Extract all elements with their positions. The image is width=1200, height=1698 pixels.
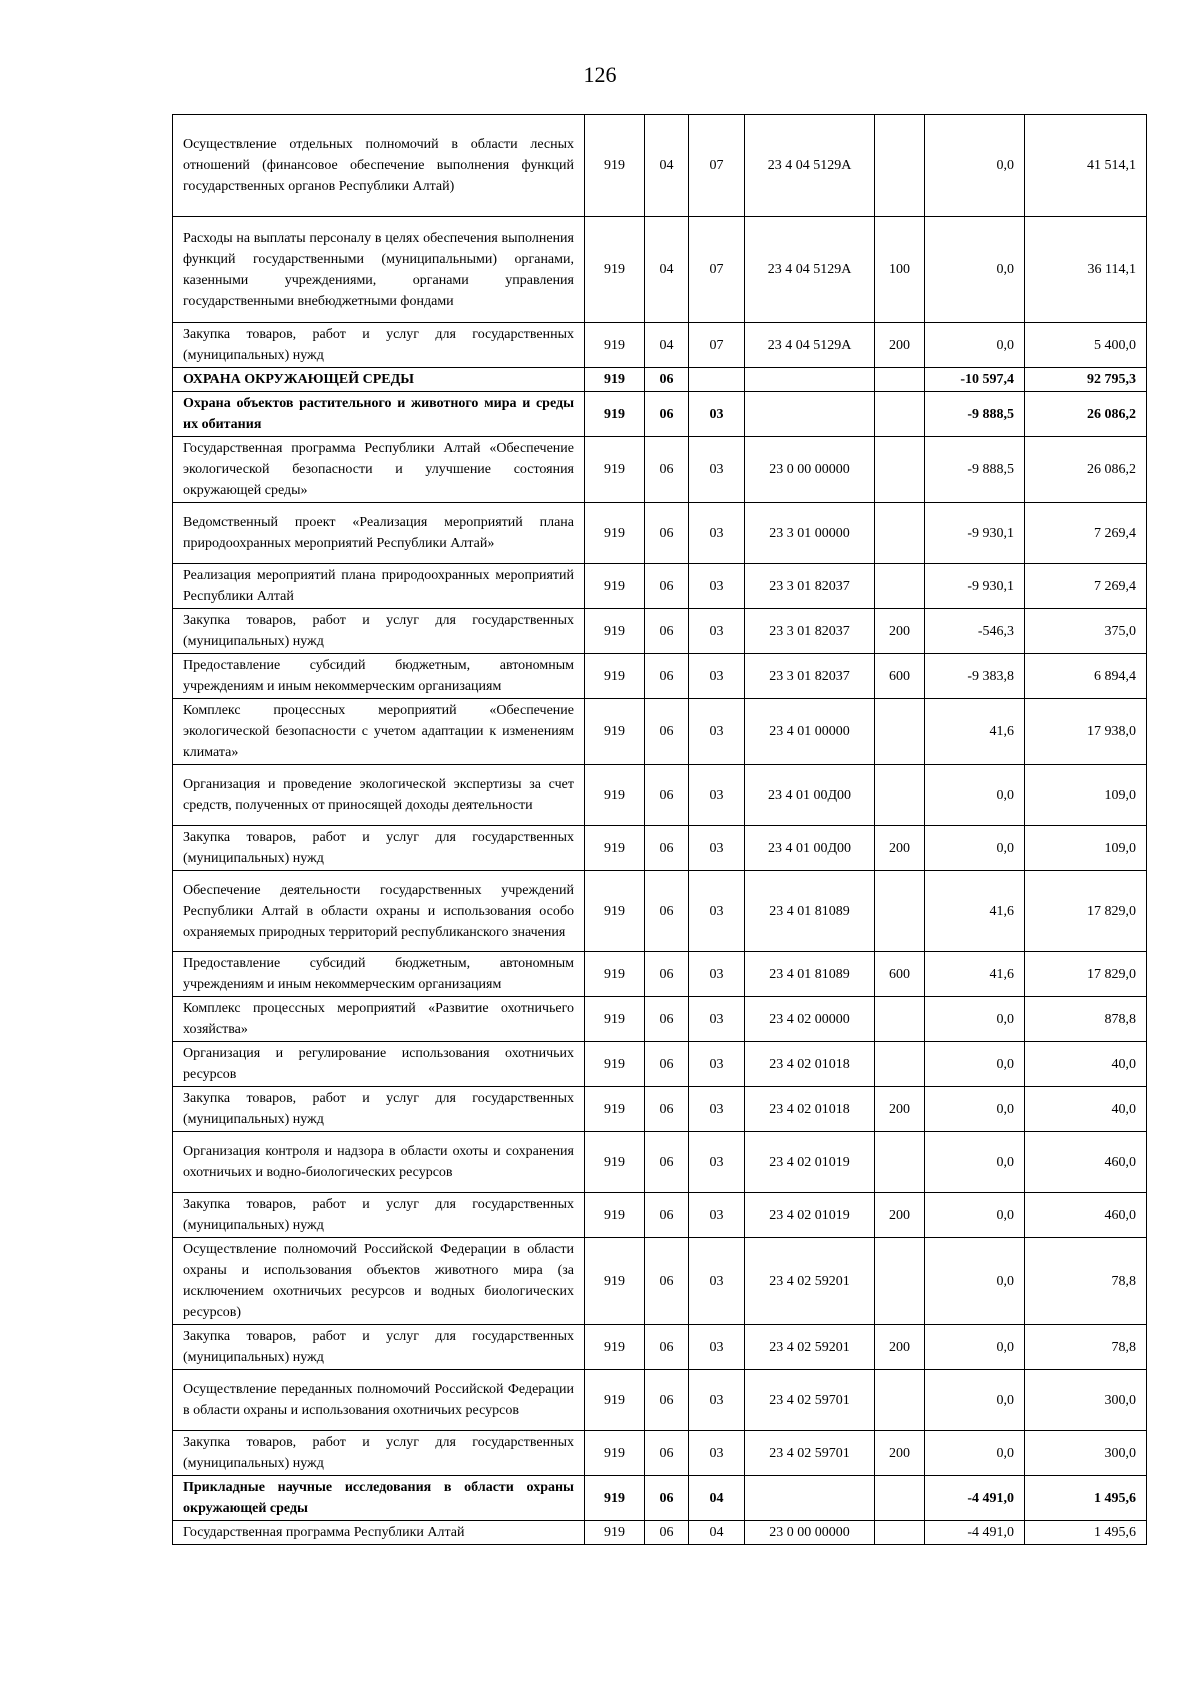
row-name-cell: ОХРАНА ОКРУЖАЮЩЕЙ СРЕДЫ: [173, 368, 585, 392]
row-target-article-cell: 23 4 02 01019: [745, 1193, 875, 1238]
row-section-cell: 06: [645, 1521, 689, 1545]
row-section-cell: 06: [645, 437, 689, 503]
row-target-article-cell: 23 3 01 82037: [745, 564, 875, 609]
row-change-amount-cell: -9 888,5: [925, 437, 1025, 503]
row-expense-type-cell: [875, 1521, 925, 1545]
row-subsection-cell: 04: [689, 1521, 745, 1545]
row-expense-type-cell: [875, 1042, 925, 1087]
row-expense-type-cell: [875, 503, 925, 564]
table-row: [173, 609, 1147, 654]
row-expense-type-cell: [875, 1238, 925, 1325]
row-name-cell: Обеспечение деятельности государственных учреждений Республики Алтай в области охраны и использования особо охраняемых природных территорий республиканского значения: [173, 871, 585, 952]
row-section-cell: 06: [645, 654, 689, 699]
row-expense-type-cell: 200: [875, 1087, 925, 1132]
row-change-amount-cell: 0,0: [925, 1042, 1025, 1087]
row-name-cell: Государственная программа Республики Алтай: [173, 1521, 585, 1545]
row-name-cell: Предоставление субсидий бюджетным, автономным учреждениям и иным некоммерческим организациям: [173, 952, 585, 997]
row-name-cell: Прикладные научные исследования в области охраны окружающей среды: [173, 1476, 585, 1521]
row-change-amount-cell: 0,0: [925, 1132, 1025, 1193]
row-change-amount-cell: 41,6: [925, 699, 1025, 765]
row-section-cell: 06: [645, 699, 689, 765]
table-row: [173, 1431, 1147, 1476]
row-target-article-cell: 23 4 02 00000: [745, 997, 875, 1042]
row-section-cell: 06: [645, 1238, 689, 1325]
row-grbs-cell: 919: [585, 1132, 645, 1193]
row-expense-type-cell: 200: [875, 1431, 925, 1476]
row-subsection-cell: [689, 368, 745, 392]
row-total-amount-cell: 26 086,2: [1025, 392, 1147, 437]
table-row: [173, 437, 1147, 503]
row-expense-type-cell: 100: [875, 217, 925, 323]
row-section-cell: 06: [645, 952, 689, 997]
row-subsection-cell: 03: [689, 997, 745, 1042]
table-row: [173, 1370, 1147, 1431]
row-subsection-cell: 04: [689, 1476, 745, 1521]
row-name-cell: Закупка товаров, работ и услуг для государственных (муниципальных) нужд: [173, 1325, 585, 1370]
row-total-amount-cell: 7 269,4: [1025, 503, 1147, 564]
row-total-amount-cell: 40,0: [1025, 1042, 1147, 1087]
row-subsection-cell: 03: [689, 826, 745, 871]
table-row: [173, 1325, 1147, 1370]
row-grbs-cell: 919: [585, 1325, 645, 1370]
row-total-amount-cell: 17 938,0: [1025, 699, 1147, 765]
row-total-amount-cell: 109,0: [1025, 765, 1147, 826]
row-total-amount-cell: 17 829,0: [1025, 871, 1147, 952]
row-grbs-cell: 919: [585, 1087, 645, 1132]
row-section-cell: 06: [645, 503, 689, 564]
row-subsection-cell: 03: [689, 437, 745, 503]
row-subsection-cell: 03: [689, 1238, 745, 1325]
table-row: [173, 997, 1147, 1042]
row-change-amount-cell: -9 930,1: [925, 564, 1025, 609]
row-total-amount-cell: 6 894,4: [1025, 654, 1147, 699]
row-name-cell: Организация и проведение экологической экспертизы за счет средств, полученных от приносящей доходы деятельности: [173, 765, 585, 826]
row-total-amount-cell: 878,8: [1025, 997, 1147, 1042]
table-row: [173, 115, 1147, 217]
row-section-cell: 06: [645, 392, 689, 437]
row-grbs-cell: 919: [585, 1042, 645, 1087]
row-total-amount-cell: 17 829,0: [1025, 952, 1147, 997]
row-name-cell: Комплекс процессных мероприятий «Развитие охотничьего хозяйства»: [173, 997, 585, 1042]
row-grbs-cell: 919: [585, 699, 645, 765]
row-change-amount-cell: -9 383,8: [925, 654, 1025, 699]
row-subsection-cell: 07: [689, 217, 745, 323]
row-grbs-cell: 919: [585, 115, 645, 217]
row-grbs-cell: 919: [585, 654, 645, 699]
row-name-cell: Осуществление отдельных полномочий в области лесных отношений (финансовое обеспечение выполнения функций государственных органов Республики Алтай): [173, 115, 585, 217]
row-section-cell: 06: [645, 1132, 689, 1193]
row-section-cell: 06: [645, 564, 689, 609]
row-total-amount-cell: 78,8: [1025, 1238, 1147, 1325]
row-total-amount-cell: 36 114,1: [1025, 217, 1147, 323]
row-subsection-cell: 03: [689, 654, 745, 699]
row-change-amount-cell: 0,0: [925, 1087, 1025, 1132]
row-section-cell: 04: [645, 323, 689, 368]
table-row: [173, 699, 1147, 765]
row-grbs-cell: 919: [585, 871, 645, 952]
table-body: [173, 115, 1147, 1545]
row-grbs-cell: 919: [585, 1193, 645, 1238]
row-name-cell: Охрана объектов растительного и животного мира и среды их обитания: [173, 392, 585, 437]
table-row: [173, 323, 1147, 368]
row-total-amount-cell: 40,0: [1025, 1087, 1147, 1132]
row-subsection-cell: 03: [689, 1132, 745, 1193]
table-row: [173, 1238, 1147, 1325]
row-total-amount-cell: 109,0: [1025, 826, 1147, 871]
row-change-amount-cell: 0,0: [925, 217, 1025, 323]
row-grbs-cell: 919: [585, 1238, 645, 1325]
row-expense-type-cell: [875, 1476, 925, 1521]
row-target-article-cell: 23 4 04 5129А: [745, 217, 875, 323]
row-grbs-cell: 919: [585, 323, 645, 368]
row-expense-type-cell: 600: [875, 952, 925, 997]
row-section-cell: 06: [645, 997, 689, 1042]
row-subsection-cell: 03: [689, 952, 745, 997]
row-change-amount-cell: 0,0: [925, 1238, 1025, 1325]
table-row: [173, 217, 1147, 323]
row-change-amount-cell: -4 491,0: [925, 1476, 1025, 1521]
row-expense-type-cell: 200: [875, 609, 925, 654]
row-change-amount-cell: -9 930,1: [925, 503, 1025, 564]
row-grbs-cell: 919: [585, 997, 645, 1042]
row-grbs-cell: 919: [585, 609, 645, 654]
row-subsection-cell: 03: [689, 503, 745, 564]
row-total-amount-cell: 300,0: [1025, 1370, 1147, 1431]
row-grbs-cell: 919: [585, 1431, 645, 1476]
row-section-cell: 06: [645, 1193, 689, 1238]
row-subsection-cell: 03: [689, 1370, 745, 1431]
budget-table: [172, 114, 1147, 1545]
row-expense-type-cell: [875, 765, 925, 826]
row-total-amount-cell: 41 514,1: [1025, 115, 1147, 217]
row-expense-type-cell: 200: [875, 323, 925, 368]
row-target-article-cell: 23 4 01 00Д00: [745, 765, 875, 826]
row-target-article-cell: 23 4 02 01018: [745, 1087, 875, 1132]
row-target-article-cell: [745, 1476, 875, 1521]
row-name-cell: Реализация мероприятий плана природоохранных мероприятий Республики Алтай: [173, 564, 585, 609]
row-grbs-cell: 919: [585, 437, 645, 503]
row-change-amount-cell: 0,0: [925, 1193, 1025, 1238]
row-change-amount-cell: 0,0: [925, 1370, 1025, 1431]
row-change-amount-cell: 0,0: [925, 323, 1025, 368]
row-name-cell: Осуществление переданных полномочий Российской Федерации в области охраны и использования охотничьих ресурсов: [173, 1370, 585, 1431]
table-row: [173, 1042, 1147, 1087]
row-target-article-cell: 23 4 01 81089: [745, 871, 875, 952]
row-target-article-cell: 23 4 02 59201: [745, 1238, 875, 1325]
row-change-amount-cell: 0,0: [925, 765, 1025, 826]
row-target-article-cell: 23 4 04 5129А: [745, 323, 875, 368]
row-grbs-cell: 919: [585, 217, 645, 323]
row-name-cell: Ведомственный проект «Реализация мероприятий плана природоохранных мероприятий Республики Алтай»: [173, 503, 585, 564]
row-target-article-cell: 23 4 01 81089: [745, 952, 875, 997]
row-expense-type-cell: [875, 564, 925, 609]
table-row: [173, 1132, 1147, 1193]
row-total-amount-cell: 26 086,2: [1025, 437, 1147, 503]
row-target-article-cell: 23 0 00 00000: [745, 437, 875, 503]
row-section-cell: 06: [645, 1476, 689, 1521]
row-target-article-cell: 23 3 01 82037: [745, 609, 875, 654]
row-name-cell: Комплекс процессных мероприятий «Обеспечение экологической безопасности с учетом адаптации к изменениям климата»: [173, 699, 585, 765]
table-row: [173, 392, 1147, 437]
table-row: [173, 503, 1147, 564]
row-total-amount-cell: 7 269,4: [1025, 564, 1147, 609]
row-name-cell: Государственная программа Республики Алтай «Обеспечение экологической безопасности и улучшение состояния окружающей среды»: [173, 437, 585, 503]
row-grbs-cell: 919: [585, 392, 645, 437]
row-name-cell: Осуществление полномочий Российской Федерации в области охраны и использования объектов животного мира (за исключением охотничьих ресурсов и водных биологических ресурсов): [173, 1238, 585, 1325]
row-target-article-cell: 23 4 02 59201: [745, 1325, 875, 1370]
row-expense-type-cell: [875, 1132, 925, 1193]
row-grbs-cell: 919: [585, 765, 645, 826]
row-change-amount-cell: 41,6: [925, 952, 1025, 997]
row-change-amount-cell: -9 888,5: [925, 392, 1025, 437]
table-row: [173, 765, 1147, 826]
row-target-article-cell: 23 4 04 5129А: [745, 115, 875, 217]
row-section-cell: 04: [645, 115, 689, 217]
row-target-article-cell: [745, 368, 875, 392]
row-expense-type-cell: [875, 997, 925, 1042]
row-grbs-cell: 919: [585, 1370, 645, 1431]
row-grbs-cell: 919: [585, 1476, 645, 1521]
table-row: [173, 826, 1147, 871]
row-grbs-cell: 919: [585, 503, 645, 564]
row-section-cell: 06: [645, 1087, 689, 1132]
row-subsection-cell: 03: [689, 1042, 745, 1087]
row-total-amount-cell: 460,0: [1025, 1193, 1147, 1238]
row-change-amount-cell: -546,3: [925, 609, 1025, 654]
row-target-article-cell: 23 3 01 82037: [745, 654, 875, 699]
row-section-cell: 06: [645, 1370, 689, 1431]
row-name-cell: Организация и регулирование использования охотничьих ресурсов: [173, 1042, 585, 1087]
row-name-cell: Закупка товаров, работ и услуг для государственных (муниципальных) нужд: [173, 826, 585, 871]
row-name-cell: Закупка товаров, работ и услуг для государственных (муниципальных) нужд: [173, 323, 585, 368]
table-row: [173, 1521, 1147, 1545]
row-expense-type-cell: [875, 437, 925, 503]
table-row: [173, 1087, 1147, 1132]
row-subsection-cell: 03: [689, 1087, 745, 1132]
row-total-amount-cell: 1 495,6: [1025, 1476, 1147, 1521]
row-subsection-cell: 03: [689, 392, 745, 437]
row-change-amount-cell: -4 491,0: [925, 1521, 1025, 1545]
row-expense-type-cell: 600: [875, 654, 925, 699]
row-total-amount-cell: 375,0: [1025, 609, 1147, 654]
row-grbs-cell: 919: [585, 826, 645, 871]
row-target-article-cell: 23 0 00 00000: [745, 1521, 875, 1545]
row-expense-type-cell: [875, 115, 925, 217]
row-change-amount-cell: 0,0: [925, 826, 1025, 871]
row-section-cell: 04: [645, 217, 689, 323]
row-section-cell: 06: [645, 1431, 689, 1476]
row-total-amount-cell: 92 795,3: [1025, 368, 1147, 392]
table-row: [173, 1193, 1147, 1238]
row-name-cell: Организация контроля и надзора в области охоты и сохранения охотничьих и водно-биологических ресурсов: [173, 1132, 585, 1193]
row-change-amount-cell: 0,0: [925, 115, 1025, 217]
row-subsection-cell: 03: [689, 564, 745, 609]
row-target-article-cell: 23 4 01 00Д00: [745, 826, 875, 871]
row-subsection-cell: 03: [689, 1325, 745, 1370]
row-subsection-cell: 03: [689, 609, 745, 654]
row-section-cell: 06: [645, 368, 689, 392]
row-grbs-cell: 919: [585, 952, 645, 997]
row-total-amount-cell: 460,0: [1025, 1132, 1147, 1193]
row-section-cell: 06: [645, 765, 689, 826]
row-expense-type-cell: 200: [875, 1325, 925, 1370]
row-expense-type-cell: [875, 871, 925, 952]
row-name-cell: Закупка товаров, работ и услуг для государственных (муниципальных) нужд: [173, 1087, 585, 1132]
row-section-cell: 06: [645, 871, 689, 952]
row-target-article-cell: 23 4 01 00000: [745, 699, 875, 765]
row-subsection-cell: 07: [689, 115, 745, 217]
row-expense-type-cell: 200: [875, 1193, 925, 1238]
row-section-cell: 06: [645, 1325, 689, 1370]
row-target-article-cell: 23 4 02 01018: [745, 1042, 875, 1087]
row-subsection-cell: 07: [689, 323, 745, 368]
row-subsection-cell: 03: [689, 699, 745, 765]
row-total-amount-cell: 5 400,0: [1025, 323, 1147, 368]
row-section-cell: 06: [645, 609, 689, 654]
row-expense-type-cell: 200: [875, 826, 925, 871]
row-change-amount-cell: 0,0: [925, 997, 1025, 1042]
row-subsection-cell: 03: [689, 1431, 745, 1476]
row-name-cell: Закупка товаров, работ и услуг для государственных (муниципальных) нужд: [173, 1431, 585, 1476]
row-section-cell: 06: [645, 1042, 689, 1087]
row-change-amount-cell: 0,0: [925, 1431, 1025, 1476]
table-row: [173, 1476, 1147, 1521]
row-target-article-cell: 23 3 01 00000: [745, 503, 875, 564]
table-row: [173, 952, 1147, 997]
row-expense-type-cell: [875, 368, 925, 392]
row-change-amount-cell: 0,0: [925, 1325, 1025, 1370]
row-subsection-cell: 03: [689, 765, 745, 826]
row-section-cell: 06: [645, 826, 689, 871]
row-total-amount-cell: 300,0: [1025, 1431, 1147, 1476]
row-change-amount-cell: 41,6: [925, 871, 1025, 952]
table-row: [173, 654, 1147, 699]
table-row: [173, 871, 1147, 952]
row-name-cell: Предоставление субсидий бюджетным, автономным учреждениям и иным некоммерческим организациям: [173, 654, 585, 699]
row-target-article-cell: 23 4 02 01019: [745, 1132, 875, 1193]
row-total-amount-cell: 1 495,6: [1025, 1521, 1147, 1545]
row-grbs-cell: 919: [585, 564, 645, 609]
row-grbs-cell: 919: [585, 1521, 645, 1545]
row-target-article-cell: 23 4 02 59701: [745, 1431, 875, 1476]
row-expense-type-cell: [875, 1370, 925, 1431]
row-grbs-cell: 919: [585, 368, 645, 392]
row-expense-type-cell: [875, 699, 925, 765]
table-row: [173, 564, 1147, 609]
row-expense-type-cell: [875, 392, 925, 437]
row-change-amount-cell: -10 597,4: [925, 368, 1025, 392]
row-subsection-cell: 03: [689, 1193, 745, 1238]
row-name-cell: Расходы на выплаты персоналу в целях обеспечения выполнения функций государственными (муниципальными) органами, казенными учреждениями, органами управления государственными внебюджетными фондами: [173, 217, 585, 323]
row-subsection-cell: 03: [689, 871, 745, 952]
row-target-article-cell: 23 4 02 59701: [745, 1370, 875, 1431]
row-total-amount-cell: 78,8: [1025, 1325, 1147, 1370]
row-name-cell: Закупка товаров, работ и услуг для государственных (муниципальных) нужд: [173, 1193, 585, 1238]
row-name-cell: Закупка товаров, работ и услуг для государственных (муниципальных) нужд: [173, 609, 585, 654]
row-target-article-cell: [745, 392, 875, 437]
table-row: [173, 368, 1147, 392]
page-number: 126: [583, 62, 617, 87]
